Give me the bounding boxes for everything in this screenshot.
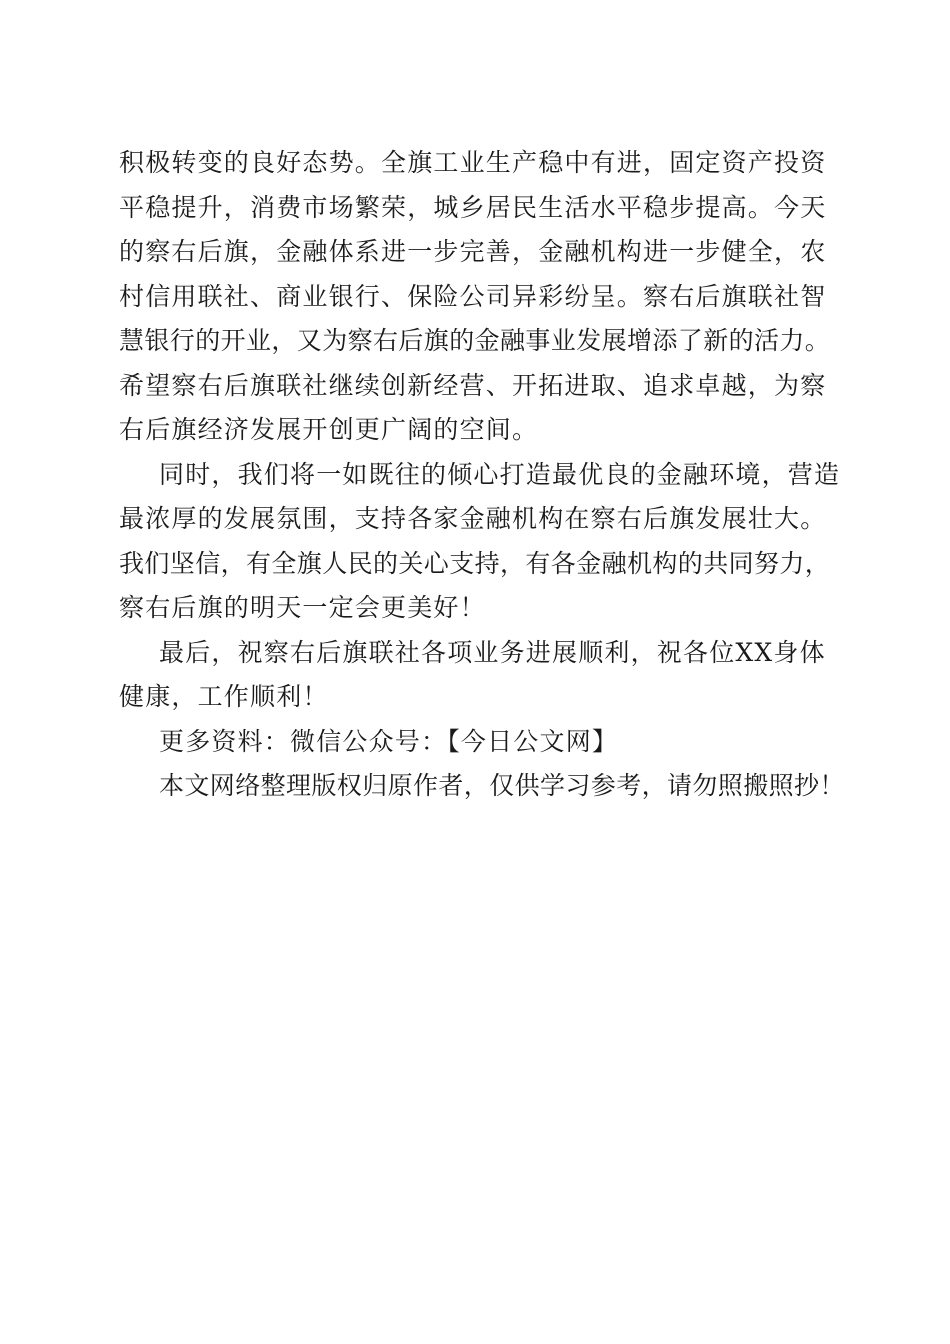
text-line: 的察右后旗，金融体系进一步完善，金融机构进一步健全，农 [119, 237, 827, 266]
text-line: 希望察右后旗联社继续创新经营、开拓进取、追求卓越，为察 [119, 370, 827, 400]
paragraph-1 [119, 141, 839, 453]
text-line: 我们坚信，有全旗人民的关心支持，有各金融机构的共同努力， [119, 548, 831, 578]
text-line: 积极转变的良好态势。全旗工业生产稳中有进，固定资产投资 [119, 148, 827, 177]
paragraph-2 [119, 453, 839, 631]
paragraph-4 [119, 720, 839, 765]
text-line: 最浓厚的发展氛围，支持各家金融机构在察右后旗发展壮大。 [119, 504, 827, 533]
text-line: 慧银行的开业，又为察右后旗的金融事业发展增添了新的活力。 [119, 326, 831, 355]
paragraph-3 [119, 631, 839, 720]
text-line: 最后，祝察右后旗联社各项业务进展顺利，祝各位XX身体 [159, 637, 826, 667]
text-line: 右后旗经济发展开创更广阔的空间。 [119, 415, 539, 444]
text-line: 察右后旗的明天一定会更美好！ [119, 593, 486, 622]
document-body [119, 141, 845, 809]
text-line: 本文网络整理版权归原作者，仅供学习参考，请勿照搬照抄！ [159, 771, 845, 800]
text-line: 同时，我们将一如既往的倾心打造最优良的金融环境，营造 [159, 459, 841, 489]
text-line: 健康，工作顺利！ [119, 682, 329, 711]
text-line: 村信用联社、商业银行、保险公司异彩纷呈。察右后旗联社智 [119, 281, 827, 311]
paragraph-5 [119, 764, 845, 809]
text-line: 平稳提升，消费市场繁荣，城乡居民生活水平稳步提高。今天 [119, 192, 827, 222]
text-line: 更多资料：微信公众号：【今日公文网】 [159, 726, 619, 756]
